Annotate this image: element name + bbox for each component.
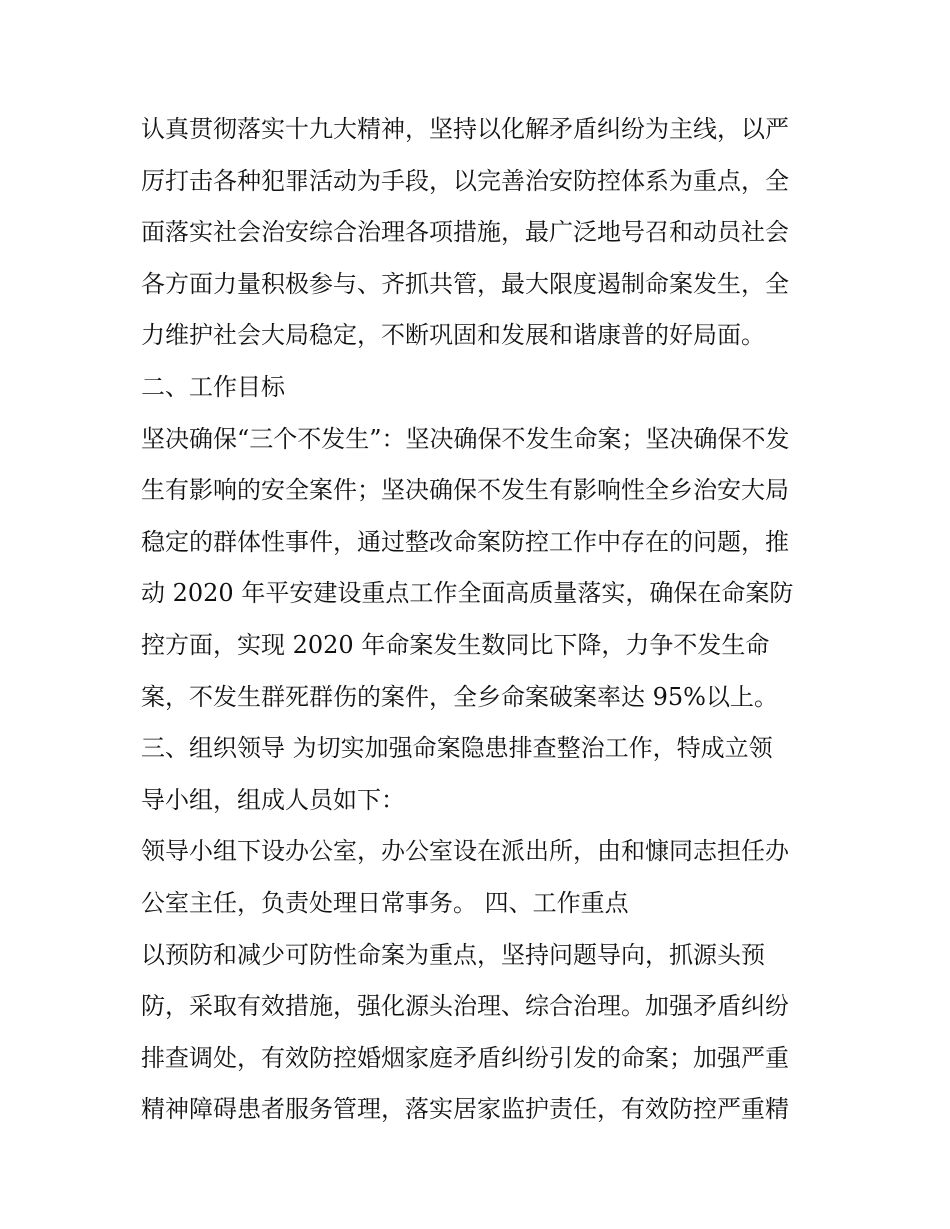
section-heading: 三、组织领导 为切实加强命案隐患排查整治工作，特成立领: [141, 734, 773, 763]
text-line: 生有影响的安全案件；坚决确保不发生有影响性全乡治安大局: [141, 476, 789, 505]
text-line: 稳定的群体性事件，通过整改命案防控工作中存在的问题，推: [141, 527, 789, 556]
text-line: 力维护社会大局稳定，不断巩固和发展和谐康普的好局面。: [141, 321, 765, 350]
text-line: 以预防和减少可防性命案为重点，坚持问题导向，抓源头预: [141, 940, 765, 969]
section-heading: 二、工作目标: [141, 372, 285, 401]
text-line: 坚决确保“三个不发生”：坚决确保不发生命案；坚决确保不发: [141, 424, 790, 453]
text-line: 领导小组下设办公室，办公室设在派出所，由和慷同志担任办: [141, 837, 789, 866]
text-line: 控方面，实现 2020 年命案发生数同比下降，力争不发生命: [141, 630, 770, 659]
text-line: 防，采取有效措施，强化源头治理、综合治理。加强矛盾纠纷: [141, 992, 789, 1021]
text-line: 精神障碍患者服务管理，落实居家监护责任，有效防控严重精: [141, 1095, 789, 1124]
text-line: 排查调处，有效防控婚烟家庭矛盾纠纷引发的命案；加强严重: [141, 1043, 789, 1072]
text-line: 各方面力量积极参与、齐抓共管，最大限度遏制命案发生，全: [141, 269, 789, 298]
text-line: 公室主任，负责处理日常事务。 四、工作重点: [141, 888, 629, 917]
text-line: 动 2020 年平安建设重点工作全面高质量落实，确保在命案防: [141, 579, 794, 608]
text-line: 面落实社会治安综合治理各项措施，最广泛地号召和动员社会: [141, 218, 789, 247]
text-line: 认真贯彻落实十九大精神，坚持以化解矛盾纠纷为主线，以严: [141, 115, 789, 143]
text-line: 导小组，组成人员如下：: [141, 785, 405, 814]
document-body: [141, 104, 821, 1136]
text-line: 厉打击各种犯罪活动为手段，以完善治安防控体系为重点，全: [141, 166, 789, 195]
text-line: 案，不发生群死群伤的案件，全乡命案破案率达 95%以上。: [141, 682, 778, 711]
